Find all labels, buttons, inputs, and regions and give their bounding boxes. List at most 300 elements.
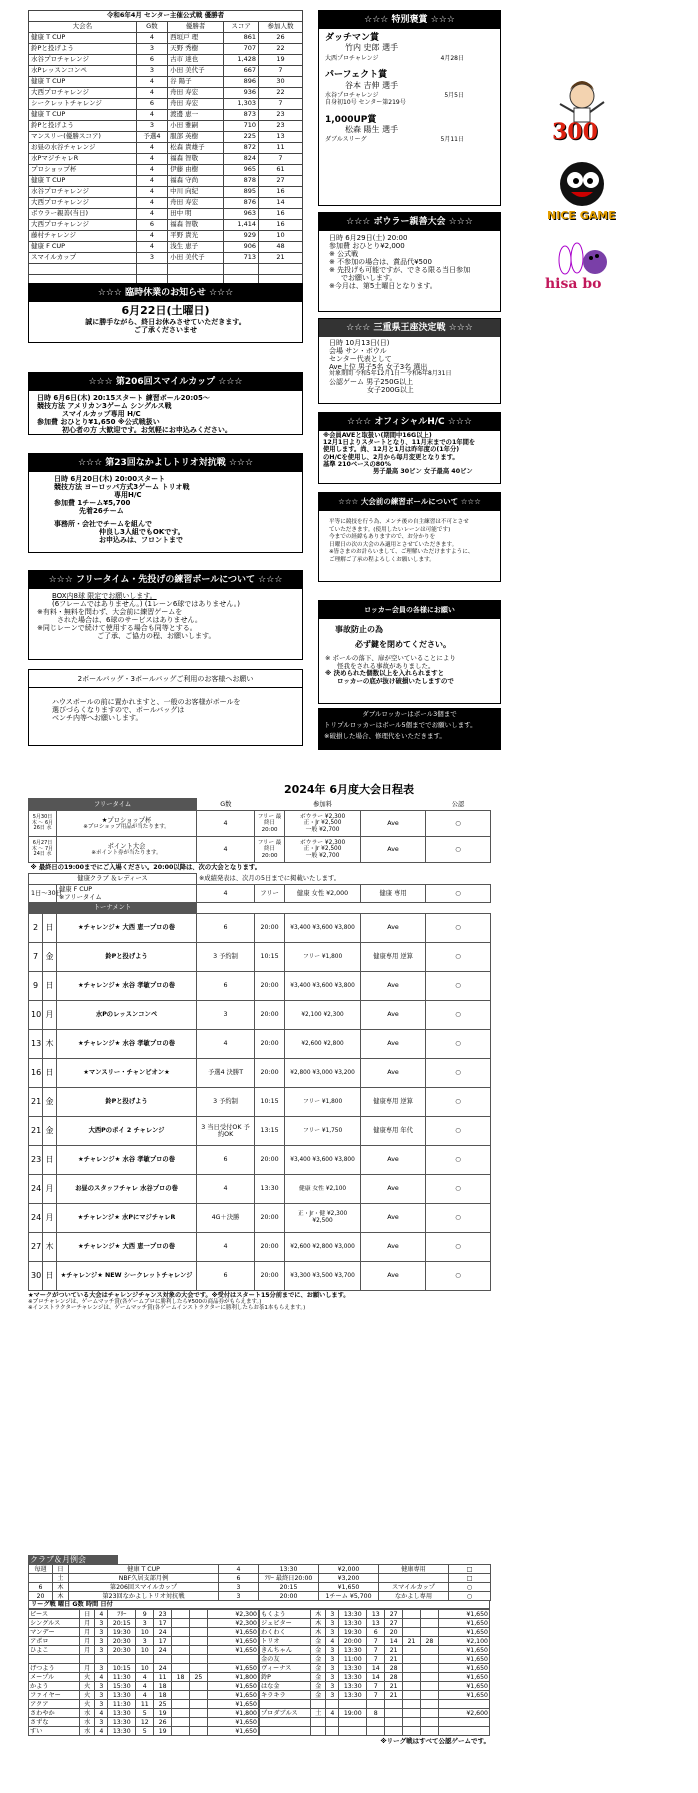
tour-start: 13:15 (255, 1117, 285, 1146)
winner-row (29, 88, 303, 99)
winner-cell: 水PマジチャレR (29, 154, 137, 165)
league-cell (260, 1700, 311, 1709)
league-cell: 3 (95, 1646, 108, 1655)
league-row (29, 1610, 259, 1619)
closure-line2: ご了承くださいませ (134, 325, 197, 334)
shinzen-line5: ※ 先投げも可能ですが、できる限る当日参加 (329, 266, 471, 275)
practice-line1: BOX内8球 限定でお願いします。 (52, 592, 157, 600)
winner-cell: 6 (136, 220, 167, 231)
tour-mark: ○ (426, 972, 491, 1001)
league-cell: 13:30 (108, 1727, 136, 1736)
winner-cell: 松森 貴雄子 (168, 143, 224, 154)
winner-cell: 天野 秀樹 (168, 44, 224, 55)
league-cell (311, 1727, 326, 1736)
league-row (29, 1673, 259, 1682)
club-cell: 日 (53, 1565, 69, 1574)
league-cell (420, 1610, 438, 1619)
league-cell (339, 1727, 367, 1736)
league-cell: 7 (367, 1655, 385, 1664)
winner-cell: 13 (259, 132, 303, 143)
tour-start: 20:00 (255, 1001, 285, 1030)
winner-cell: 鈴Pと投げよう (29, 121, 137, 132)
locker-line5: ※ 決められた個数以上を入れられますと (325, 669, 445, 678)
practice-line2: (6フレームではありません。) (1レーン6球ではありません。) (52, 600, 240, 609)
league-right-table (259, 1609, 490, 1736)
league-cell (189, 1727, 207, 1736)
league-cell: ¥1,650 (438, 1646, 489, 1655)
league-row (29, 1619, 259, 1628)
league-cell: ¥1,650 (438, 1628, 489, 1637)
tour-day: 2 (29, 914, 43, 943)
league-cell (420, 1655, 438, 1664)
club-cell: 20:00 (259, 1592, 319, 1601)
league-row (260, 1637, 490, 1646)
club-cell: ¥3,200 (319, 1574, 379, 1583)
smile-line5: 初心者の方 大歓迎です。お気軽にお申込みください。 (62, 426, 232, 435)
winner-cell: 大西プロチャレンジ (29, 220, 137, 231)
winner-cell: 伊藤 由樹 (168, 165, 224, 176)
league-left-table (28, 1609, 259, 1736)
fee-header: 参加料 (313, 800, 332, 808)
prepractice-line6: ご理解ご了承の程よろしくお願いします。 (329, 556, 435, 563)
league-cell (420, 1664, 438, 1673)
league-cell (420, 1709, 438, 1718)
free-g: 4 (197, 837, 255, 863)
tour-g: 3 当日受付OK 予約OK (197, 1117, 255, 1146)
winner-cell: 1,303 (224, 99, 259, 110)
tour-start: 20:00 (255, 1233, 285, 1262)
league-cell: 3 (326, 1655, 339, 1664)
winner-cell: 10 (259, 231, 303, 242)
tour-mark: ○ (426, 1175, 491, 1204)
winner-cell: 225 (224, 132, 259, 143)
league-cell: 3 (95, 1691, 108, 1700)
tour-day: 21 (29, 1117, 43, 1146)
league-cell: 13:30 (339, 1664, 367, 1673)
winner-cell: 713 (224, 253, 259, 264)
league-cell: 14 (367, 1673, 385, 1682)
club-cell (379, 1574, 449, 1583)
league-cell (339, 1700, 367, 1709)
league-cell: 3 (95, 1682, 108, 1691)
free-event-note: ※プロショップ用品が当たります。 (83, 823, 170, 830)
league-cell: 20:30 (108, 1637, 136, 1646)
league-cell: ¥1,650 (438, 1664, 489, 1673)
tour-name: 水Pのレッスンコンペ (57, 1001, 197, 1030)
club-cell: 3 (219, 1592, 259, 1601)
league-cell: 水 (80, 1727, 95, 1736)
league-cell (420, 1727, 438, 1736)
league-cell: 3 (95, 1628, 108, 1637)
tour-mark: ○ (426, 1262, 491, 1291)
club-cell: ¥1,650 (319, 1583, 379, 1592)
league-cell: 5 (136, 1727, 154, 1736)
tour-start: 20:00 (255, 1204, 285, 1233)
winner-cell: 大西プロチャレンジ (29, 88, 137, 99)
league-cell: げつよう (29, 1664, 80, 1673)
league-cell (189, 1628, 207, 1637)
award2-extra: 自身初10号 センター第219号 (325, 98, 406, 106)
trio-line4: 参加費 1チーム¥5,700 (54, 499, 131, 508)
smile-cup-notice (28, 372, 303, 435)
winner-row (29, 154, 303, 165)
club-cell: 6 (29, 1583, 53, 1592)
league-cell: 金 (311, 1637, 326, 1646)
hc-line3: 使用します。尚、12月と1月は昨年度の(1年分) (323, 446, 460, 454)
prepractice-line2: ていただきます。(使用したいレーンは可能です) (329, 526, 451, 533)
tour-fee: 健康 女性 ¥2,100 (285, 1175, 361, 1204)
league-cell: 火 (80, 1700, 95, 1709)
league-cell (29, 1655, 80, 1664)
league-cell: かよう (29, 1682, 80, 1691)
league-cell (385, 1700, 403, 1709)
g-header: G数 (220, 800, 232, 808)
league-cell (403, 1727, 421, 1736)
award2-winner: 谷本 吉伸 選手 (345, 80, 399, 90)
winner-cell: 906 (224, 242, 259, 253)
league-cell (438, 1718, 489, 1727)
league-row (29, 1709, 259, 1718)
winner-cell: 渡邊 恵一 (168, 110, 224, 121)
league-cell (403, 1610, 421, 1619)
free-date: 5月30日 木 ～ 6月26日 水 (29, 811, 57, 837)
league-row (29, 1682, 259, 1691)
shinzen-line4: ※ 不参加の場合は、賞品代¥500 (329, 258, 432, 267)
winner-cell: 1,428 (224, 55, 259, 66)
practice-notice (28, 570, 303, 660)
award1-event: 大西プロチャレンジ (325, 54, 379, 62)
league-cell: 10 (136, 1628, 154, 1637)
winner-cell: 4 (136, 110, 167, 121)
winner-cell: マンスリー(優勝スコア) (29, 132, 137, 143)
league-cell (172, 1646, 190, 1655)
league-cell: ¥1,800 (207, 1673, 258, 1682)
winner-cell: 水谷プロチャレンジ (29, 55, 137, 66)
league-cell (80, 1655, 95, 1664)
league-cell (403, 1682, 421, 1691)
winner-cell: 4 (136, 33, 167, 44)
league-row (260, 1664, 490, 1673)
official-hc-box (318, 412, 501, 484)
winner-cell: 4 (136, 88, 167, 99)
league-cell: 3 (136, 1637, 154, 1646)
winner-cell: 7 (259, 154, 303, 165)
locker-title: ロッカー会員の各様にお願い (319, 601, 500, 619)
league-cell (403, 1628, 421, 1637)
tour-weekday: 木 (43, 1030, 57, 1059)
league-cell: 金 (311, 1682, 326, 1691)
league-cell: トリオ (260, 1637, 311, 1646)
league-cell: ¥1,650 (207, 1727, 258, 1736)
league-cell: アクア (29, 1700, 80, 1709)
hisa-bo-illustration (545, 240, 620, 300)
winners-header-0: 大会名 (29, 22, 137, 33)
winner-cell: 26 (259, 33, 303, 44)
tour-day: 9 (29, 972, 43, 1001)
winner-cell: 6 (136, 55, 167, 66)
league-cell: ¥1,650 (438, 1673, 489, 1682)
double-line1: トリプルロッカーはボール5個まででお願いします。 (324, 721, 477, 730)
mie-title: ☆☆☆ 三重県王座決定戦 ☆☆☆ (319, 319, 500, 337)
league-cell: 月 (80, 1664, 95, 1673)
league-cell (367, 1718, 385, 1727)
league-cell: 金 (311, 1673, 326, 1682)
tour-ave: 健康専用 年代 (361, 1117, 426, 1146)
league-cell: 11:30 (108, 1673, 136, 1682)
shinzen-box (318, 212, 501, 312)
league-cell: ¥2,600 (438, 1709, 489, 1718)
league-cell: 21 (385, 1682, 403, 1691)
tour-g: 4G＋決勝 (197, 1204, 255, 1233)
league-cell (189, 1610, 207, 1619)
logo-300-text: 300 (552, 119, 598, 145)
league-row (29, 1628, 259, 1637)
tour-fee: ¥3,400 ¥3,600 ¥3,800 (285, 914, 361, 943)
club-cell: 第23回なかよしトリオ対抗戦 (69, 1592, 219, 1601)
league-cell: 木 (311, 1610, 326, 1619)
league-cell (189, 1700, 207, 1709)
smile-line1: 日時 6月6日(木) 20:15スタート 練習ボール20:05～ (37, 394, 210, 402)
bag-line1: ハウスボールの前に置かれますと、一般のお客様がボールを (52, 698, 241, 706)
tournament-row (29, 1262, 491, 1291)
winner-cell: 873 (224, 110, 259, 121)
league-cell: 3 (95, 1619, 108, 1628)
free-event (57, 811, 197, 837)
league-cell: 26 (154, 1718, 172, 1727)
winner-row (29, 110, 303, 121)
kenko-note: ※成績発表は、次月の5日までに掲載いたします。 (199, 875, 341, 883)
trio-title: ☆☆☆ 第23回なかよしトリオ対抗戦 ☆☆☆ (29, 454, 302, 472)
league-cell: 金 (311, 1664, 326, 1673)
tour-name: お昼のスタッフチャレ 水谷プロの巻 (57, 1175, 197, 1204)
winner-cell: 876 (224, 198, 259, 209)
league-row (260, 1700, 490, 1709)
league-cell: 20:15 (108, 1619, 136, 1628)
league-cell: 木 (311, 1628, 326, 1637)
tour-fee: ¥3,400 ¥3,600 ¥3,800 (285, 1146, 361, 1175)
free-event (57, 837, 197, 863)
league-row (260, 1718, 490, 1727)
mie-line2: 会場 サン・ボウル (329, 347, 387, 356)
league-cell: 火 (80, 1682, 95, 1691)
free-fee-line: 正・Jr ¥2,500 (303, 820, 342, 827)
award1-date: 4月28日 (440, 54, 464, 62)
tour-ave: Ave (361, 972, 426, 1001)
league-cell (385, 1727, 403, 1736)
league-cell (420, 1682, 438, 1691)
league-cell: メープル (29, 1673, 80, 1682)
league-cell: 15:30 (108, 1682, 136, 1691)
league-cell: 3 (326, 1646, 339, 1655)
winner-row (29, 220, 303, 231)
trio-line5: 先着26チーム (79, 507, 124, 516)
winner-cell: 藤村チャレンジ (29, 231, 137, 242)
winner-cell: 小田 美代子 (168, 253, 224, 264)
trio-line7: 仲良し3人組でもOKです。 (99, 528, 185, 537)
league-cell: 8 (367, 1709, 385, 1718)
tournament-row (29, 972, 491, 1001)
cert-header: 公認 (451, 800, 465, 808)
winner-row (29, 132, 303, 143)
shinzen-line1: 日時 6月29日(土) 20:00 (329, 234, 408, 242)
tour-weekday: 月 (43, 1001, 57, 1030)
league-cell: 19:00 (339, 1709, 367, 1718)
club-cell: 13:30 (259, 1565, 319, 1574)
tournament-row (29, 1001, 491, 1030)
closure-date: 6月22日(土曜日) (121, 304, 210, 317)
schedule-table (28, 798, 490, 1312)
league-cell (154, 1655, 172, 1664)
winner-cell: 19 (259, 55, 303, 66)
locker-line2: 必ず鍵を閉めてください。 (355, 640, 451, 650)
league-cell (189, 1646, 207, 1655)
winner-cell: 895 (224, 187, 259, 198)
winner-cell: 健康 T CUP (29, 176, 137, 187)
league-cell: ¥1,650 (438, 1682, 489, 1691)
league-cell: 11:00 (339, 1655, 367, 1664)
league-cell: 4 (136, 1673, 154, 1682)
league-cell: キラキラ (260, 1691, 311, 1700)
tour-name: ★チャレンジ★ 水谷 孝敏プロの巻 (57, 1146, 197, 1175)
free-fee (285, 811, 361, 837)
league-cell: ひよこ (29, 1646, 80, 1655)
league-cell (189, 1709, 207, 1718)
winner-cell: 7 (259, 66, 303, 77)
double-locker-box (318, 708, 501, 750)
league-cell: 4 (136, 1691, 154, 1700)
league-cell: 6 (367, 1628, 385, 1637)
free-start: フリー 最終日20:00 (255, 837, 285, 863)
league-cell: すい (29, 1727, 80, 1736)
tour-ave: Ave (361, 1233, 426, 1262)
league-cell (172, 1709, 190, 1718)
mie-line1: 日時 10月13日(日) (329, 339, 390, 347)
shinzen-line7: ※今月は、第5土曜日となります。 (329, 282, 437, 291)
free-fee-line: ボウラー ¥2,300 (299, 839, 346, 846)
league-cell: 金 (311, 1646, 326, 1655)
winner-cell: 23 (259, 110, 303, 121)
nice-game-illustration (545, 160, 620, 230)
locker-line3: ※ ボールの落下、扉が空いていることにより (325, 654, 456, 663)
league-cell: ¥1,650 (438, 1610, 489, 1619)
league-cell (438, 1727, 489, 1736)
free-event-note: ※ポイント券が当たります。 (91, 849, 162, 856)
closure-title: ☆☆☆ 臨時休業のお知らせ ☆☆☆ (29, 284, 302, 302)
winners-title: 令和6年4月 センター主催公式戦 優勝者 (29, 11, 303, 22)
league-cell: 20:30 (108, 1646, 136, 1655)
club-cell: 土 (53, 1574, 69, 1583)
league-cell: ¥1,650 (438, 1655, 489, 1664)
tournament-row (29, 1030, 491, 1059)
league-cell: 水 (80, 1718, 95, 1727)
league-cell: 24 (154, 1664, 172, 1673)
tour-weekday: 金 (43, 1117, 57, 1146)
award2-event: 水谷プロチャレンジ (325, 91, 379, 99)
tour-mark: ○ (426, 914, 491, 943)
mie-line4: Ave上位 男子5名 女子3名 選出 (329, 363, 428, 372)
club-row (29, 1583, 491, 1592)
league-cell: 14 (367, 1664, 385, 1673)
tour-day: 23 (29, 1146, 43, 1175)
club-cell (29, 1574, 53, 1583)
winner-cell: 舟田 寿宏 (168, 99, 224, 110)
winner-cell: 21 (259, 253, 303, 264)
league-cell: 7 (367, 1646, 385, 1655)
league-cell (108, 1655, 136, 1664)
league-cell: 13:30 (339, 1619, 367, 1628)
league-cell: 3 (136, 1619, 154, 1628)
league-cell (403, 1619, 421, 1628)
tour-name: ★チャレンジ★ 大西 恵一プロの巻 (57, 914, 197, 943)
winner-cell: 4 (136, 143, 167, 154)
tour-weekday: 月 (43, 1204, 57, 1233)
winner-cell: 48 (259, 242, 303, 253)
hc-line6: 男子最高 30ピン 女子最高 40ピン (373, 468, 473, 476)
winner-cell: 11 (259, 143, 303, 154)
league-cell: 月 (80, 1619, 95, 1628)
league-cell: 4 (95, 1709, 108, 1718)
winners-header-2: 優勝者 (168, 22, 224, 33)
tour-weekday: 日 (43, 972, 57, 1001)
tournament-row (29, 1059, 491, 1088)
league-row (260, 1691, 490, 1700)
free-mark: ○ (426, 837, 491, 863)
tour-day: 16 (29, 1059, 43, 1088)
league-cell (172, 1664, 190, 1673)
winner-cell: お昼の水谷チャレンジ (29, 143, 137, 154)
tour-mark: ○ (426, 1117, 491, 1146)
league-cell (189, 1691, 207, 1700)
winner-cell: 健康 T CUP (29, 110, 137, 121)
league-cell (403, 1664, 421, 1673)
shinzen-line3: ※ 公式戦 (329, 250, 359, 259)
winner-cell: プロショップ杯 (29, 165, 137, 176)
schedule-note1: ※ 最終日の19:00までにご入場ください。20:00以降は、次の大会となります。 (30, 864, 262, 872)
winner-cell: 水谷プロチャレンジ (29, 187, 137, 198)
league-cell (172, 1727, 190, 1736)
league-cell: ¥2,300 (207, 1619, 258, 1628)
winner-cell: 西垣戸 理 (168, 33, 224, 44)
free-start: フリー 最終日20:00 (255, 811, 285, 837)
tour-fee: ¥2,600 ¥2,800 ¥3,000 (285, 1233, 361, 1262)
kenko-g: 4 (197, 885, 255, 903)
tour-mark: ○ (426, 1146, 491, 1175)
league-cell: 3 (326, 1691, 339, 1700)
tournament-row (29, 1146, 491, 1175)
league-cell (367, 1727, 385, 1736)
winner-cell: 4 (136, 77, 167, 88)
winner-row (29, 121, 303, 132)
tour-mark: ○ (426, 1059, 491, 1088)
league-cell (420, 1619, 438, 1628)
tour-fee: ¥3,400 ¥3,600 ¥3,800 (285, 972, 361, 1001)
winner-cell: 22 (259, 44, 303, 55)
kenko-name: 健康 F CUP (59, 886, 93, 894)
winner-cell: 4 (136, 176, 167, 187)
tour-ave: Ave (361, 1204, 426, 1233)
winner-row (29, 165, 303, 176)
mie-box (318, 318, 501, 404)
free-event-name: ポイント大会 (107, 842, 146, 850)
free-fee-line: 一般 ¥2,700 (305, 826, 340, 833)
tournament-row (29, 1117, 491, 1146)
winner-cell: 3 (136, 66, 167, 77)
prepractice-line4: 日曜日の次の大会のみ適用とさせていただきます。 (329, 541, 458, 548)
club-section (28, 1555, 490, 1746)
award3-event: ダブルスリーグ (325, 136, 367, 144)
mie-line7: 女子200G以上 (367, 386, 414, 395)
winner-row (29, 66, 303, 77)
